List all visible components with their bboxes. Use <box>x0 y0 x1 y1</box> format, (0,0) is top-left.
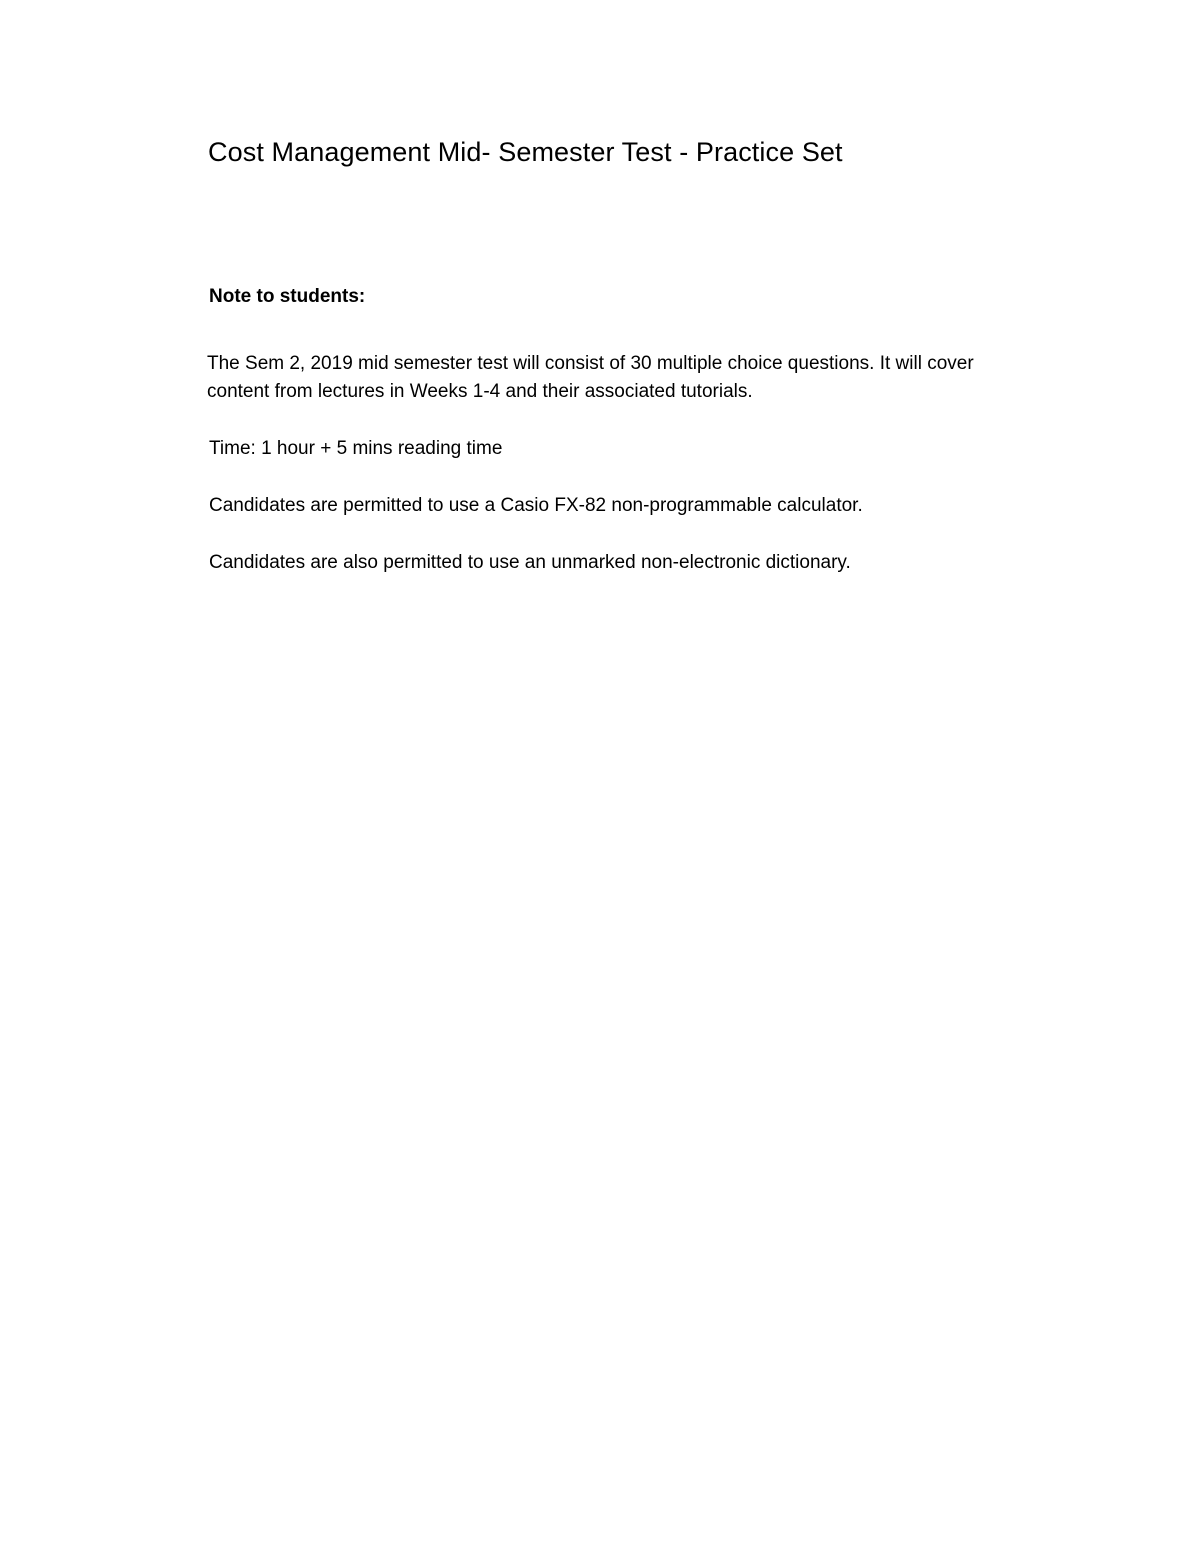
dictionary-paragraph: Candidates are also permitted to use an unmarked non-electronic dictionary. <box>209 552 851 573</box>
note-heading: Note to students: <box>209 286 366 307</box>
document-title: Cost Management Mid- Semester Test - Practice Set <box>208 137 843 167</box>
time-paragraph: Time: 1 hour + 5 mins reading time <box>209 438 503 459</box>
calculator-paragraph: Candidates are permitted to use a Casio FX-82 non-programmable calculator. <box>209 495 863 516</box>
test-description-paragraph: The Sem 2, 2019 mid semester test will consist of 30 multiple choice questions. It will cover content from lectures in Weeks 1-4 and their associated tutorials. <box>207 353 974 402</box>
